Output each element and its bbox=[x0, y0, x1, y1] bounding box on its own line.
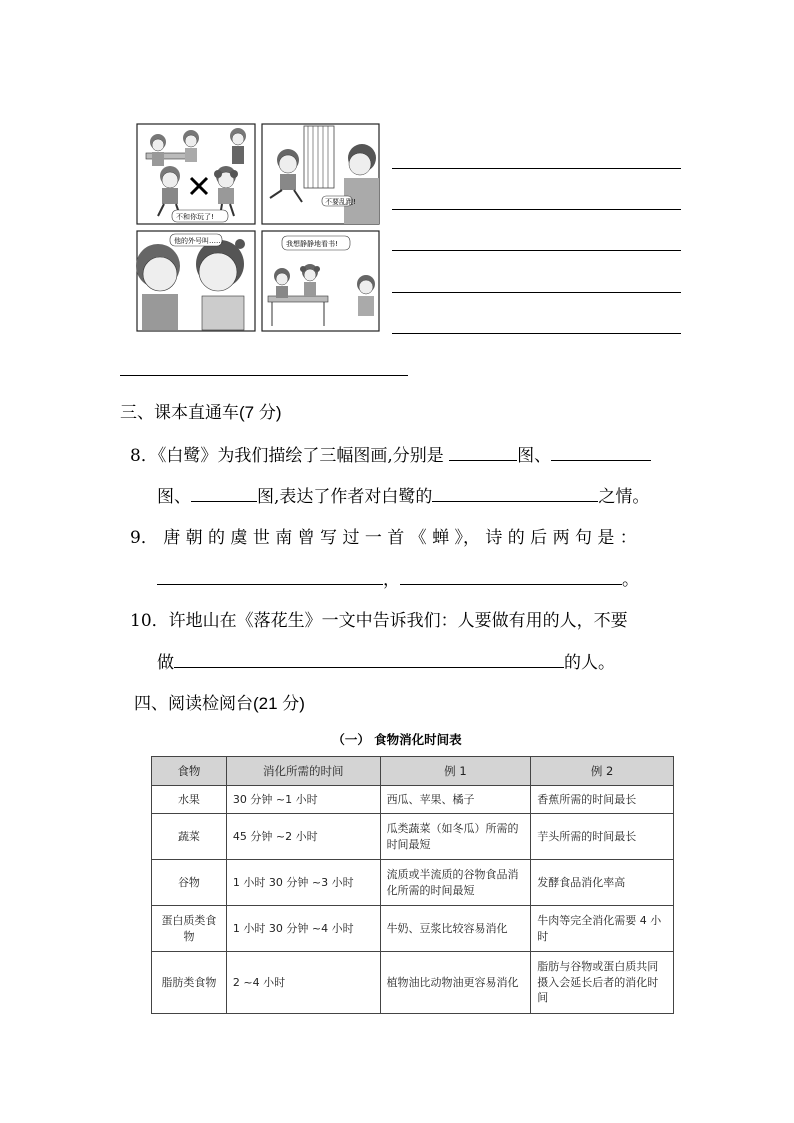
section-3-title: 三、课本直通车(7 分) bbox=[120, 403, 282, 422]
question-10-line-2 bbox=[157, 647, 615, 673]
table-cell: 2 ~4 小时 bbox=[226, 952, 380, 1014]
q8-text-2a: 图、 bbox=[157, 487, 191, 507]
table-cell: 瓜类蔬菜（如冬瓜）所需的时间最短 bbox=[380, 814, 531, 860]
writing-line-3[interactable] bbox=[392, 250, 681, 251]
table-cell: 谷物 bbox=[152, 860, 227, 906]
writing-line-6[interactable] bbox=[120, 375, 408, 376]
food-digestion-table bbox=[151, 756, 674, 1014]
header-example-1: 例 1 bbox=[380, 757, 531, 786]
table-cell: 45 分钟 ~2 小时 bbox=[226, 814, 380, 860]
table-cell: 脂肪类食物 bbox=[152, 952, 227, 1014]
question-9-line-1: 9． 唐 朝 的 虞 世 南 曾 写 过 一 首 《 蝉 》， 诗 的 后 两 句 是 ： bbox=[130, 528, 637, 548]
table-cell: 30 分钟 ~1 小时 bbox=[226, 786, 380, 814]
question-9-line-2 bbox=[157, 564, 639, 590]
header-food: 食物 bbox=[152, 757, 227, 786]
header-example-2: 例 2 bbox=[531, 757, 674, 786]
q10-text-2b: 的人。 bbox=[564, 653, 615, 673]
table-cell: 香蕉所需的时间最长 bbox=[531, 786, 674, 814]
writing-line-2[interactable] bbox=[392, 209, 681, 210]
writing-line-5[interactable] bbox=[392, 333, 681, 334]
q8-blank-4[interactable] bbox=[432, 481, 598, 502]
q8-blank-2[interactable] bbox=[551, 440, 651, 461]
table-cell: 1 小时 30 分钟 ~3 小时 bbox=[226, 860, 380, 906]
q9-blank-2[interactable] bbox=[400, 564, 622, 585]
header-time: 消化所需的时间 bbox=[226, 757, 380, 786]
q8-blank-3[interactable] bbox=[191, 481, 257, 502]
question-10-line-1: 10．许地山在《落花生》一文中告诉我们：人要做有用的人，不要 bbox=[130, 611, 628, 631]
table-cell: 芋头所需的时间最长 bbox=[531, 814, 674, 860]
q9-period: 。 bbox=[622, 570, 639, 590]
comic-bubble-1: 不和你玩了! bbox=[176, 213, 214, 221]
q10-blank[interactable] bbox=[174, 647, 564, 668]
writing-line-4[interactable] bbox=[392, 292, 681, 293]
table-cell: 西瓜、苹果、橘子 bbox=[380, 786, 531, 814]
table-row bbox=[152, 860, 674, 906]
table-cell: 发酵食品消化率高 bbox=[531, 860, 674, 906]
table-cell: 牛肉等完全消化需要 4 小时 bbox=[531, 906, 674, 952]
table-cell: 牛奶、豆浆比较容易消化 bbox=[380, 906, 531, 952]
table-title: （一） 食物消化时间表 bbox=[332, 732, 462, 747]
table-row bbox=[152, 906, 674, 952]
q8-sep-1: 图、 bbox=[517, 446, 552, 466]
question-8-line-1 bbox=[130, 440, 651, 466]
q9-blank-1[interactable] bbox=[157, 564, 383, 585]
table-cell: 植物油比动物油更容易消化 bbox=[380, 952, 531, 1014]
q9-comma: ， bbox=[383, 570, 400, 590]
table-cell: 流质或半流质的谷物食品消化所需的时间最短 bbox=[380, 860, 531, 906]
comic-panel-3 bbox=[136, 231, 255, 331]
q8-text-2c: 之情。 bbox=[598, 487, 650, 507]
table-cell: 水果 bbox=[152, 786, 227, 814]
table-cell: 1 小时 30 分钟 ~4 小时 bbox=[226, 906, 380, 952]
q8-text: 8．《白鹭》为我们描绘了三幅图画,分别是 bbox=[130, 446, 444, 466]
table-cell: 蔬菜 bbox=[152, 814, 227, 860]
q10-text-2a: 做 bbox=[157, 653, 174, 673]
q8-blank-1[interactable] bbox=[449, 440, 517, 461]
comic-panel-4 bbox=[262, 231, 379, 331]
comic-illustration bbox=[136, 118, 380, 334]
table-row bbox=[152, 952, 674, 1014]
table-cell: 脂肪与谷物或蛋白质共同摄入会延长后者的消化时间 bbox=[531, 952, 674, 1014]
comic-bubble-3: 他的外号叫…… bbox=[174, 237, 223, 245]
q8-text-2b: 图,表达了作者对白鹭的 bbox=[257, 487, 433, 507]
table-row bbox=[152, 814, 674, 860]
writing-line-1[interactable] bbox=[392, 168, 681, 169]
table-header-row bbox=[152, 757, 674, 786]
table-cell: 蛋白质类食物 bbox=[152, 906, 227, 952]
question-8-line-2 bbox=[157, 481, 649, 507]
section-4-title: 四、阅读检阅台(21 分) bbox=[134, 694, 305, 713]
comic-panel-1 bbox=[137, 124, 255, 224]
comic-bubble-4: 我想静静地看书! bbox=[286, 240, 338, 248]
comic-bubble-2: 不要乱跑! bbox=[325, 198, 356, 206]
comic-panel-2 bbox=[262, 124, 379, 224]
table-row bbox=[152, 786, 674, 814]
